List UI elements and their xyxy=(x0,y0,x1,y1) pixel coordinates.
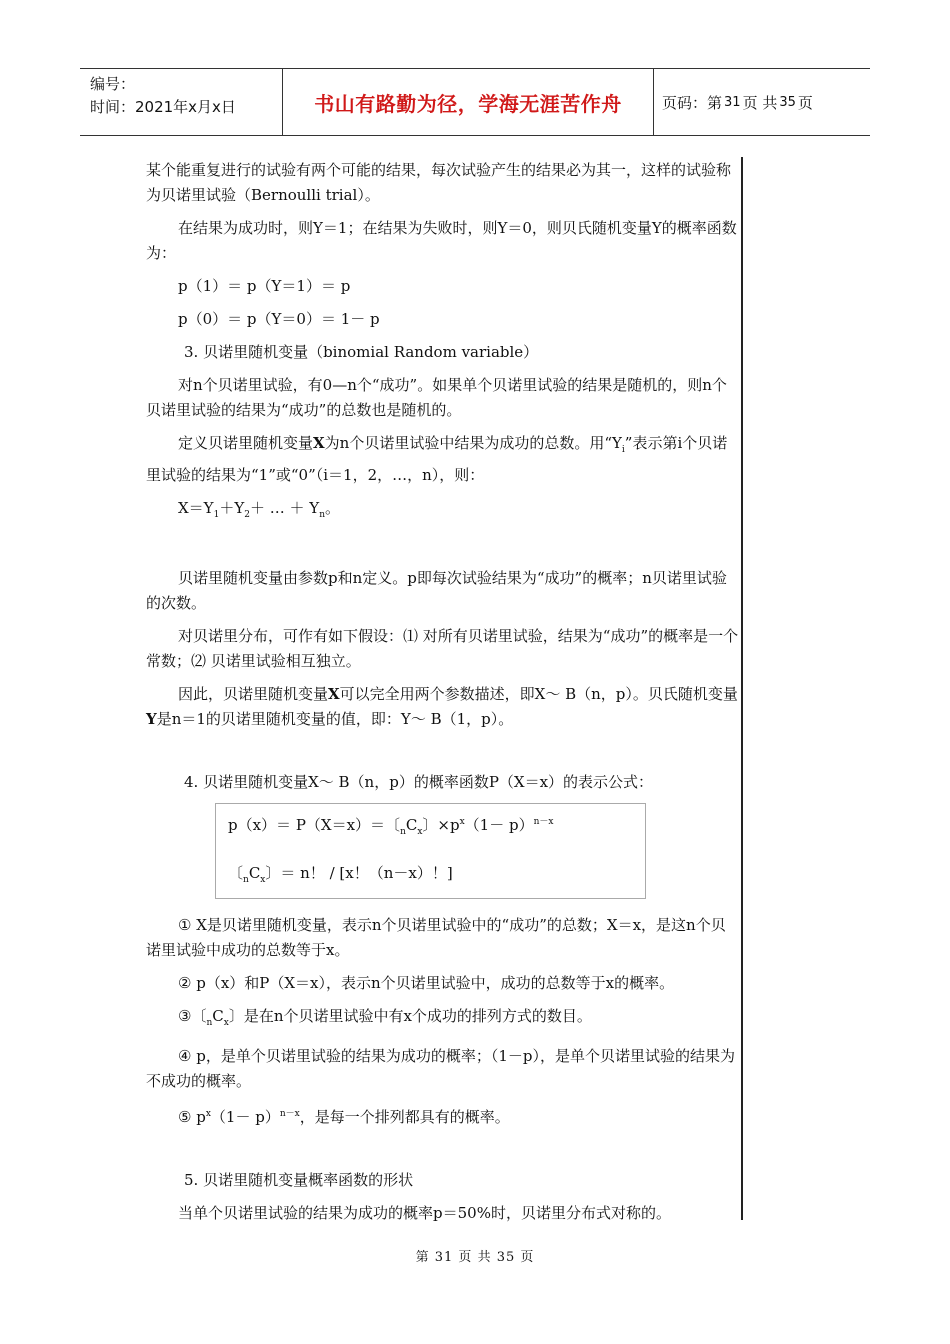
paragraph-x-definition: 定义贝诺里随机变量X为n个贝诺里试验中结果为成功的总数。用“$Y_i$”表示第i个贝诺里试验的结果为“1”或“0”（i＝1，2，…，n），则： xyxy=(146,434,728,484)
page-footer: 第 31 页 共 35 页 xyxy=(415,1250,535,1265)
paragraph-assumptions: 对贝诺里分布，可作有如下假设：⑴ 对所有贝诺里试验，结果为“成功”的概率是一个常数；⑵ 贝诺里试验相互独立。 xyxy=(146,627,739,670)
page-suffix: 页 xyxy=(797,93,813,112)
header-page-number xyxy=(654,69,870,135)
time-label: 时间：2021年x月x日 xyxy=(90,98,236,116)
page-header xyxy=(80,68,870,136)
page-current: 31 xyxy=(724,94,741,110)
formula-p0: p（0）＝ p（Y＝0）＝ 1－ p xyxy=(178,310,380,328)
paragraph-parameters: 贝诺里随机变量由参数p和n定义。p即每次试验结果为“成功”的概率；n贝诺里试验的次数。 xyxy=(146,569,727,612)
formula-box xyxy=(215,803,646,899)
note-2: ② p（x）和P（X＝x），表示n个贝诺里试验中，成功的总数等于x的概率。 xyxy=(178,974,675,992)
note-3: ③〔$_nC_x$〕是在n个贝诺里试验中有x个成功的排列方式的数目。 xyxy=(178,1007,592,1028)
section-heading-3: 3. 贝诺里随机变量（binomial Random variable） xyxy=(184,343,539,361)
number-label: 编号： xyxy=(90,75,136,93)
paragraph-distribution-notation: 因此，贝诺里随机变量X可以完全用两个参数描述，即X～ B（n，p）。贝氏随机变量Y是n＝1的贝诺里随机变量的值，即：Y～ B（1，p）。 xyxy=(146,685,738,728)
header-motto: 书山有路勤为径，学海无涯苦作舟 xyxy=(282,69,654,135)
page-total: 35 xyxy=(779,94,796,110)
note-1: ① X是贝诺里随机变量，表示n个贝诺里试验中的“成功”的总数；X＝x，是这n个贝诺里试验中成功的总数等于x。 xyxy=(146,916,726,959)
margin-rule xyxy=(741,157,743,1220)
note-4: ④ p，是单个贝诺里试验的结果为成功的概率；（1－p），是单个贝诺里试验的结果为不成功的概率。 xyxy=(146,1047,735,1090)
page-mid: 页 共 xyxy=(742,93,778,112)
note-5: ⑤ $p^x(1- p)^{n-x}$，是每一个排列都具有的概率。 xyxy=(178,1108,510,1126)
formula-p1: p（1）＝ p（Y＝1）＝ p xyxy=(178,277,351,295)
document-body xyxy=(146,158,740,1234)
formula-pmf: p（x）＝ P（X＝x）＝〔$_nC_x$〕$\times p^x(1- p)^{n-x}$ xyxy=(228,816,554,837)
paragraph-symmetry: 当单个贝诺里试验的结果为成功的概率p＝50%时，贝诺里分布式对称的。 xyxy=(178,1204,671,1222)
section-heading-4: 4. 贝诺里随机变量X～ B（n，p）的概率函数P（X＝x）的表示公式： xyxy=(184,773,654,791)
section-heading-5: 5. 贝诺里随机变量概率函数的形状 xyxy=(184,1171,414,1189)
header-info-cell xyxy=(80,69,282,135)
formula-sum: $X=Y_1+Y_2+$ … ＋ $Y_n$。 xyxy=(178,499,340,520)
page-prefix: 页码：第 xyxy=(662,93,723,112)
paragraph-y-definition: 在结果为成功时，则Y＝1；在结果为失败时，则Y＝0，则贝氏随机变量Y的概率函数为： xyxy=(146,219,737,262)
formula-combination: 〔$_nC_x$〕＝ n！ / [x！（n－x）！] xyxy=(228,864,453,885)
paragraph-n-trials: 对n个贝诺里试验，有0—n个“成功”。如果单个贝诺里试验的结果是随机的，则n个贝诺里试验的结果为“成功”的总数也是随机的。 xyxy=(146,376,727,419)
paragraph-bernoulli-trial: 某个能重复进行的试验有两个可能的结果，每次试验产生的结果必为其一，这样的试验称为贝诺里试验（Bernoulli trial）。 xyxy=(146,161,732,204)
